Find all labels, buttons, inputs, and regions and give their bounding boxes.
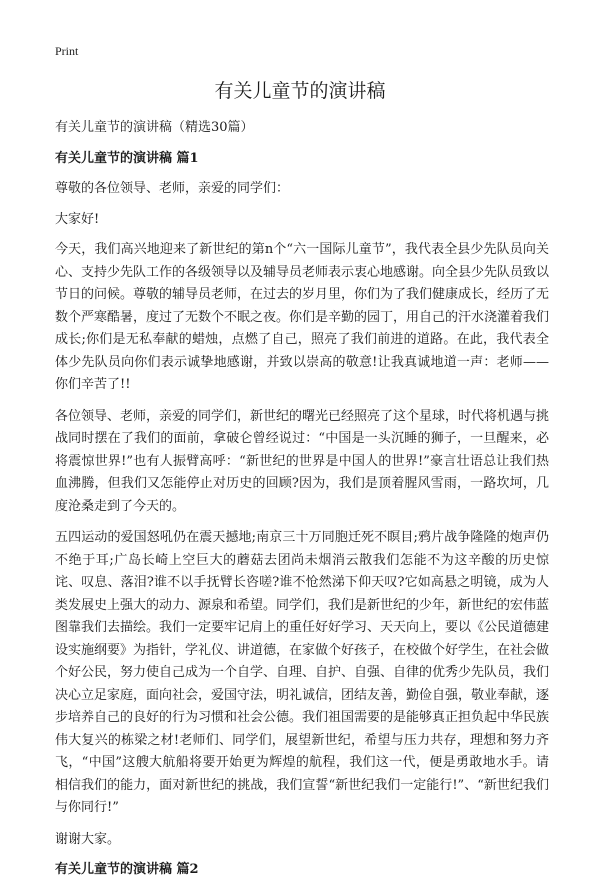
document-subtitle: 有关儿童节的演讲稿（精选30篇） [55, 120, 254, 135]
document-title: 有关儿童节的演讲稿 [214, 80, 386, 102]
document-body [55, 117, 549, 890]
section-heading-1: 有关儿童节的演讲稿 篇1 [55, 150, 199, 166]
paragraph: 各位领导、老师，亲爱的同学们，新世纪的曙光已经照亮了这个星球，时代将机遇与挑战同时摆在了我们的面前，拿破仑曾经说过：“中国是一头沉睡的狮子，一旦醒来，必将震惊世界!”也有人振臂高呼：“新世纪的世界是中国人的世界!”豪言壮语总让我们热血沸腾，但我们又怎能停止对历史的回顾?因为，我们是顶着腥风雪雨，一路坎坷，几度沧桑走到了今天的。 [55, 408, 550, 514]
salutation: 大家好! [55, 211, 100, 227]
paragraph: 五四运动的爱国怒吼仍在震天撼地;南京三十万同胞迁死不瞑目;鸦片战争隆隆的炮声仍不绝于耳;广岛长崎上空巨大的蘑菇去团尚未烟消云散我们怎能不为这辛酸的历史惊诧、叹息、落泪?谁不以手抚臂长咨嗟?谁不怆然涕下仰天叹?它如高悬之明镜，成为人类发展史上强大的动力、源泉和希望。同学们，我们是新世纪的少年，新世纪的宏伟蓝图靠我们去描绘。我们一定要牢记肩上的重任好好学习、天天向上，要以《公民道德建设实施纲要》为指针，学礼仪、讲道德，在家做个好孩子，在校做个好学生，在社会做个好公民，努力使自己成为一个自学、自理、自护、自强、自律的优秀少先队员，我们决心立足家庭，面向社会，爱国守法，明礼诚信，团结友善，勤俭自强，敬业奉献，逐步培养自己的良好的行为习惯和社会公德。我们祖国需要的是能够真正担负起中华民族伟大复兴的栋梁之材!老师们、同学们，展望新世纪，希望与压力共存，理想和努力齐飞，“中国”这艘大航船将要开始更为辉煌的航程，我们这一代，便是勇敢地水手。请相信我们的能力，面对新世纪的挑战，我们宣誓“新世纪我们一定能行!”、“新世纪我们与你同行!” [55, 530, 550, 815]
greeting: 尊敬的各位领导、老师，亲爱的同学们： [55, 181, 290, 196]
section-heading-2: 有关儿童节的演讲稿 篇2 [55, 862, 199, 877]
paragraph: 今天，我们高兴地迎来了新世纪的第n个“六一国际儿童节”，我代表全县少先队员向关心、支持少先队工作的各级领导以及辅导员老师表示衷心地感谢。向全县少先队员致以节日的问候。尊敬的辅导员老师，在过去的岁月里，你们为了我们健康成长，经历了无数个严寒酷暑，度过了无数个不眠之夜。你们是辛勤的园丁，用自己的汗水浇灌着我们成长;你们是无私奉献的蜡烛，点燃了自己，照亮了我们前进的道路。在此，我代表全体少先队员向你们表示诚挚地感谢，并致以崇高的敬意!让我真诚地道一声：老师——你们辛苦了!! [55, 242, 550, 392]
print-label: Print [55, 44, 79, 58]
closing: 谢谢大家。 [55, 831, 121, 847]
